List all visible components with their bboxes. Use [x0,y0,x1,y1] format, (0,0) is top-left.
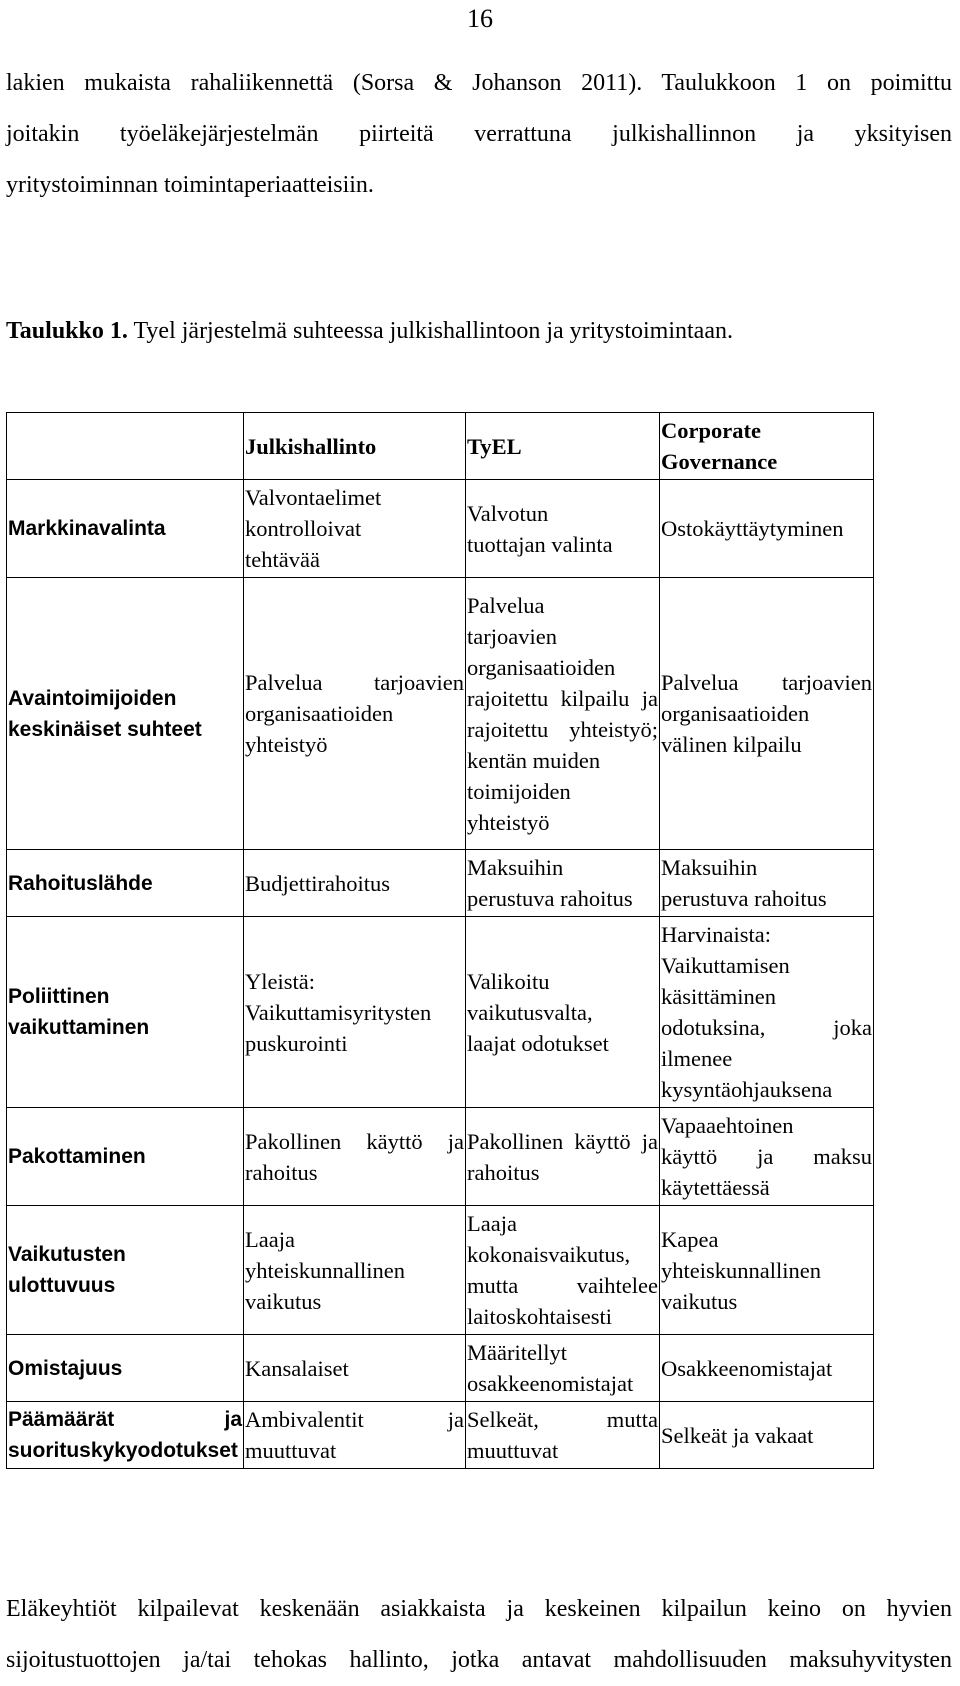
cell-julkishallinto: Pakollinen käyttö ja rahoitus [245,1128,464,1185]
table-caption-label: Taulukko 1. [6,318,128,344]
cell-tyel: Selkeät, mutta muuttuvat [467,1407,658,1463]
table-row [7,1206,874,1335]
cell-julkishallinto: Ambivalentit ja muuttuvat [245,1407,464,1463]
intro-line-1: lakien mukaista rahaliikennettä (Sorsa & Johanson 2011). Taulukkoon 1 on poimittu [6,70,952,96]
cell-tyel: Palvelua tarjoavien organisaatioiden rajoitettu kilpailu ja rajoitettu yhteistyö; kentän muiden toimijoiden yhteistyö [467,592,658,835]
page-number: 16 [467,4,493,33]
cell-julkishallinto: Palvelua tarjoavien organisaatioiden yhteistyö [245,670,464,757]
header-julkishallinto: Julkishallinto [244,413,466,480]
row-label: Avaintoimijoiden keskinäiset suhteet [8,686,202,741]
cell-tyel: Määritellyt osakkeenomistajat [467,1340,634,1396]
table-row [7,578,874,850]
cell-tyel: Valvotun tuottajan valinta [467,500,613,557]
cell-corporate: Vapaaehtoinen käyttö ja maksu käytettäessä [661,1113,872,1200]
table-caption-text: Tyel järjestelmä suhteessa julkishallintoon ja yritystoimintaan. [127,318,733,344]
cell-julkishallinto: Laaja yhteiskunnallinen vaikutus [245,1226,405,1314]
bottom-paragraph [6,1584,952,1686]
table-row [7,917,874,1108]
row-label: Päämäärät ja suorituskykyodotukset [8,1408,242,1462]
row-label: Vaikutusten ulottuvuus [8,1243,126,1297]
row-label: Markkinavalinta [8,517,166,540]
cell-tyel: Valikoitu vaikutusvalta, laajat odotukset [467,968,609,1056]
intro-paragraph [6,58,952,211]
cell-corporate: Ostokäyttäytyminen [661,516,844,541]
cell-corporate: Maksuihin perustuva rahoitus [661,855,827,911]
table-row [7,1108,874,1206]
cell-tyel: Pakollinen käyttö ja rahoitus [467,1128,658,1185]
header-corporate-governance: Corporate Governance [660,413,874,480]
cell-tyel: Maksuihin perustuva rahoitus [467,855,633,911]
cell-corporate: Palvelua tarjoavien organisaatioiden välinen kilpailu [661,670,872,757]
table-row [7,1335,874,1402]
table-row [7,850,874,917]
cell-julkishallinto: Yleistä: Vaikuttamisyritysten puskurointi [245,968,432,1056]
comparison-table [6,412,874,1469]
row-label: Pakottaminen [8,1145,146,1168]
header-tyel: TyEL [466,413,660,480]
intro-line-3: yritystoiminnan toimintaperiaatteisiin. [6,172,374,198]
table-row [7,1402,874,1469]
cell-corporate: Kapea yhteiskunnallinen vaikutus [661,1226,821,1314]
table-caption [6,318,733,345]
row-label: Rahoituslähde [8,871,153,895]
cell-corporate: Osakkeenomistajat [661,1355,833,1381]
row-label: Omistajuus [8,1356,123,1380]
cell-tyel: Laaja kokonaisvaikutus, mutta vaihtelee laitoskohtaisesti [467,1211,658,1329]
table-row [7,480,874,578]
bottom-line-2: sijoitustuottojen ja/tai tehokas hallinto, jotka antavat mahdollisuuden maksuhyvitysten [6,1647,952,1673]
cell-corporate: Selkeät ja vakaat [661,1422,814,1448]
intro-line-2: joitakin työeläkejärjestelmän piirteitä verrattuna julkishallinnon ja yksityisen [6,121,952,147]
row-label: Poliittinen vaikuttaminen [8,985,150,1039]
table-header-row [7,413,874,480]
header-empty [7,413,244,480]
cell-julkishallinto: Valvontaelimet kontrolloivat tehtävää [245,485,382,572]
cell-julkishallinto: Kansalaiset [245,1355,349,1381]
bottom-line-1: Eläkeyhtiöt kilpailevat keskenään asiakkaista ja keskeinen kilpailun keino on hyvien [6,1596,952,1622]
cell-julkishallinto: Budjettirahoitus [245,870,390,896]
cell-corporate: Harvinaista: Vaikuttamisen käsittäminen odotuksina, joka ilmenee kysyntäohjauksena [661,922,872,1102]
